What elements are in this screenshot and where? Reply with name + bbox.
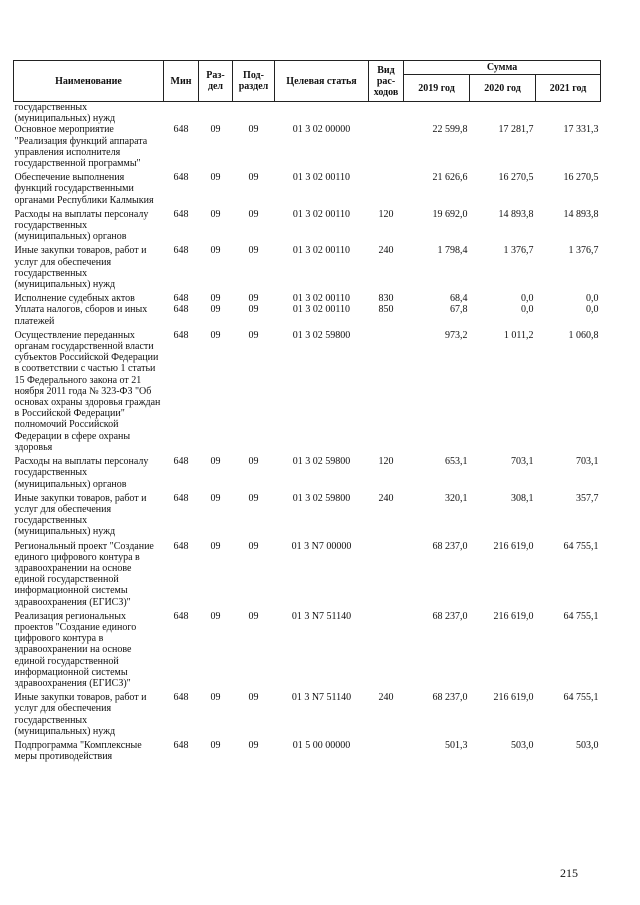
row-2020: 1 011,2 [503,329,534,341]
row-2021: 1 060,8 [568,329,599,341]
table-row [14,611,601,692]
row-2019: 68 237,0 [432,610,468,622]
row-celevaya: 01 3 02 59800 [292,329,351,341]
table-row [14,245,601,293]
row-min [164,102,199,125]
row-min: 648 [173,739,189,751]
row-vid: 850 [378,304,394,316]
row-name: Исполнение судебных актов [14,293,135,305]
row-name: Подпрограмма "Комплексные меры противодействия [14,739,142,763]
budget-table [13,60,601,765]
header-vid: Вид рас-ходов [369,61,404,102]
header-celevaya: Целевая статья [275,61,369,102]
row-name: Обеспечение выполнения функций государственными органами Республики Калмыкия [14,172,154,206]
row-podrazdel: 09 [248,492,259,504]
row-2020: 0,0 [521,304,534,316]
row-name: Реализация региональных проектов "Создание единого цифрового контура в здравоохранении на основе единой государственной информационной системы здравоохранения (ЕГИСЗ)" [14,610,137,689]
row-podrazdel: 09 [248,304,259,316]
row-2021: 16 270,5 [563,172,599,184]
row-2021: 0,0 [586,293,599,305]
row-celevaya: 01 3 N7 00000 [291,540,352,552]
row-vid: 830 [378,293,394,305]
row-2020: 216 619,0 [493,692,534,704]
row-min: 648 [173,492,189,504]
row-name: Иные закупки товаров, работ и услуг для обеспечения государственных (муниципальных) нужд [14,692,147,737]
row-vid [369,740,404,765]
row-podrazdel: 09 [248,172,259,184]
row-razdel: 09 [210,304,221,316]
row-razdel: 09 [210,124,221,136]
row-razdel: 09 [210,208,221,220]
row-2020: 308,1 [511,492,534,504]
row-min: 648 [173,456,189,468]
header-podrazdel: Под-раздел [233,61,275,102]
table-row [14,330,601,456]
row-celevaya [275,102,369,125]
row-razdel [199,102,233,125]
row-min: 648 [173,208,189,220]
table-row [14,124,601,172]
row-razdel: 09 [210,329,221,341]
row-2019: 973,2 [445,329,468,341]
row-razdel: 09 [210,540,221,552]
row-2021: 357,7 [576,492,599,504]
header-summa: Сумма [404,61,601,75]
row-celevaya: 01 3 02 00110 [292,172,351,184]
table-row [14,541,601,611]
row-min: 648 [173,540,189,552]
header-2021: 2021 год [536,75,601,102]
row-vid: 120 [378,208,394,220]
row-2020 [470,102,536,125]
row-2019: 653,1 [445,456,468,468]
row-vid: 120 [378,456,394,468]
row-2021: 64 755,1 [563,540,599,552]
table-row [14,740,601,765]
row-2019: 320,1 [445,492,468,504]
row-min: 648 [173,124,189,136]
row-2021: 703,1 [576,456,599,468]
row-2021: 64 755,1 [563,610,599,622]
row-celevaya: 01 3 02 00110 [292,208,351,220]
row-razdel: 09 [210,492,221,504]
row-2020: 14 893,8 [498,208,534,220]
header-min: Мин [164,61,199,102]
row-podrazdel: 09 [248,293,259,305]
row-2019: 67,8 [450,304,468,316]
row-celevaya: 01 3 02 00110 [292,293,351,305]
row-2019: 21 626,6 [432,172,468,184]
row-2021: 17 331,3 [563,124,599,136]
table-row [14,102,601,125]
row-name: Расходы на выплаты персоналу государственных (муниципальных) органов [14,208,149,243]
row-razdel: 09 [210,739,221,751]
row-celevaya: 01 3 02 00110 [292,304,351,316]
row-vid [369,330,404,456]
table-row [14,293,601,304]
row-2020: 216 619,0 [493,540,534,552]
row-name: Уплата налогов, сборов и иных платежей [14,304,148,327]
row-razdel: 09 [210,610,221,622]
row-2021: 14 893,8 [563,208,599,220]
row-2021: 64 755,1 [563,692,599,704]
table-row [14,456,601,493]
row-vid: 240 [378,692,394,704]
row-razdel: 09 [210,245,221,257]
row-2019: 68,4 [450,293,468,305]
row-name: Иные закупки товаров, работ и услуг для обеспечения государственных (муниципальных) нужд [14,492,147,538]
row-name: Региональный проект "Создание единого цифрового контура в здравоохранении на основе единой государственной информационной системы здравоохранения (ЕГИСЗ)" [14,540,154,608]
row-2020: 216 619,0 [493,610,534,622]
row-name: государственных (муниципальных) нужд [14,102,116,125]
row-2021: 1 376,7 [568,245,599,257]
header-name: Наименование [14,61,164,102]
row-podrazdel: 09 [248,692,259,704]
row-podrazdel: 09 [248,739,259,751]
table-row [14,493,601,541]
row-vid [369,172,404,209]
row-celevaya: 01 3 02 00000 [292,124,351,136]
row-min: 648 [173,610,189,622]
row-vid: 240 [378,492,394,504]
budget-sheet [13,60,600,765]
row-podrazdel [233,102,275,125]
row-podrazdel: 09 [248,329,259,341]
table-row [14,692,601,740]
row-2020: 0,0 [521,293,534,305]
row-min: 648 [173,245,189,257]
row-2019: 501,3 [445,739,468,751]
row-2019: 19 692,0 [432,208,468,220]
row-name: Расходы на выплаты персоналу государственных (муниципальных) органов [14,456,149,490]
row-podrazdel: 09 [248,610,259,622]
row-2020: 1 376,7 [503,245,534,257]
row-2020: 503,0 [511,739,534,751]
row-2020: 703,1 [511,456,534,468]
row-min: 648 [173,692,189,704]
row-podrazdel: 09 [248,208,259,220]
header-2020: 2020 год [470,75,536,102]
table-header [14,61,601,102]
row-name: Основное мероприятие "Реализация функций аппарата управления исполнителя государственной программы" [14,124,148,170]
row-razdel: 09 [210,293,221,305]
row-podrazdel: 09 [248,124,259,136]
row-celevaya: 01 3 02 00110 [292,245,351,257]
row-2019: 1 798,4 [437,245,468,257]
header-2019: 2019 год [404,75,470,102]
row-2020: 17 281,7 [498,124,534,136]
page-number: 215 [560,866,578,880]
row-podrazdel: 09 [248,245,259,257]
row-celevaya: 01 3 02 59800 [292,456,351,468]
row-2021: 503,0 [576,739,599,751]
row-razdel: 09 [210,456,221,468]
row-2021: 0,0 [586,304,599,316]
table-row [14,304,601,329]
row-celevaya: 01 3 N7 51140 [291,692,352,704]
row-podrazdel: 09 [248,456,259,468]
row-name: Осуществление переданных органам государственной власти субъектов Российской Федерации в соответствии с частью 1 статьи 15 Федерального закона от 21 ноября 2011 года № 323-ФЗ "Об основах охраны здоровья граждан в Российской Федерации" полномочий Российской Федерации в сфере охраны здоровья [14,329,161,453]
row-min: 648 [173,293,189,305]
row-razdel: 09 [210,692,221,704]
row-podrazdel: 09 [248,540,259,552]
row-name: Иные закупки товаров, работ и услуг для обеспечения государственных (муниципальных) нужд [14,245,147,291]
table-body [14,102,601,766]
table-row [14,172,601,209]
row-celevaya: 01 3 02 59800 [292,492,351,504]
row-celevaya: 01 3 N7 51140 [291,610,352,622]
header-razdel: Раз-дел [199,61,233,102]
row-celevaya: 01 5 00 00000 [292,739,351,751]
row-2019: 68 237,0 [432,692,468,704]
row-min: 648 [173,304,189,316]
row-min: 648 [173,329,189,341]
row-2021 [536,102,601,125]
row-2019: 68 237,0 [432,540,468,552]
row-2019: 22 599,8 [432,124,468,136]
row-vid: 240 [378,245,394,257]
row-vid [369,611,404,692]
row-razdel: 09 [210,172,221,184]
table-row [14,209,601,246]
row-2020: 16 270,5 [498,172,534,184]
row-2019 [404,102,470,125]
row-vid [369,102,404,125]
row-vid [369,541,404,611]
row-vid [369,124,404,172]
row-min: 648 [173,172,189,184]
